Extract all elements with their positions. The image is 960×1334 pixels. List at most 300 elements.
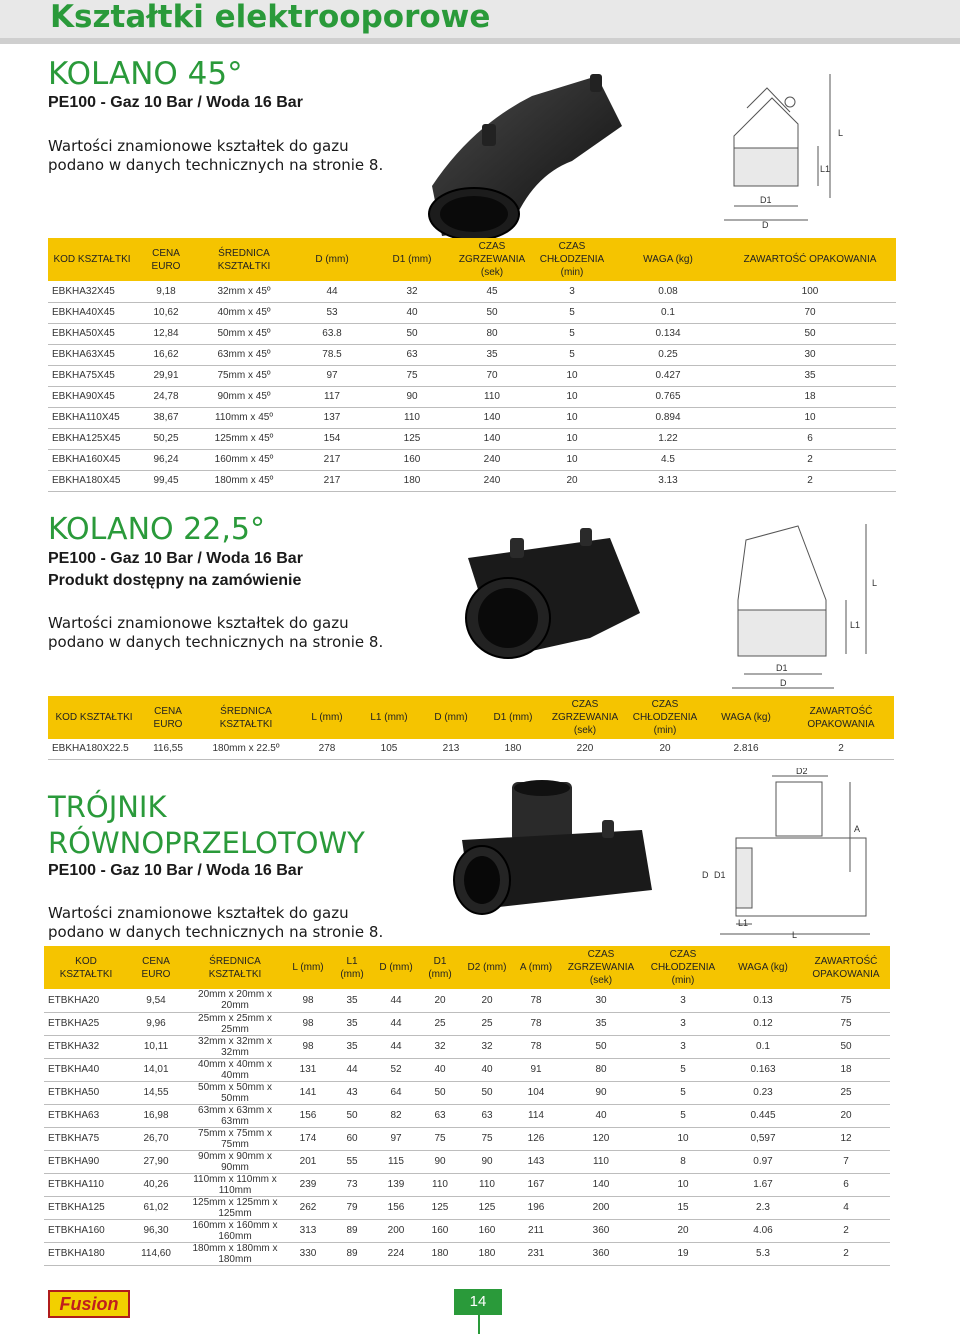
table-cell: 24,78 (136, 386, 196, 407)
col-header: L1 (mm) (358, 696, 420, 739)
table-cell: 239 (286, 1173, 330, 1196)
col-header: ŚREDNICA KSZTAŁTKI (184, 946, 286, 989)
table-cell: 174 (286, 1127, 330, 1150)
table-cell: 78 (512, 1012, 560, 1035)
table-row (48, 281, 896, 302)
table-row (48, 428, 896, 449)
table-cell: 20 (802, 1104, 890, 1127)
table-cell: 196 (512, 1196, 560, 1219)
table-cell: 78 (512, 1035, 560, 1058)
table-cell: 63 (418, 1104, 462, 1127)
table-cell: 52 (374, 1058, 418, 1081)
label-L1: L1 (738, 918, 749, 928)
table-cell: 75 (462, 1127, 512, 1150)
table-cell: 160mm x 160mm x 160mm (184, 1219, 286, 1242)
table-cell: 10 (532, 428, 612, 449)
table-cell: 10,62 (136, 302, 196, 323)
table-cell: EBKHA63X45 (48, 344, 136, 365)
table-cell: 0.1 (612, 302, 724, 323)
table-cell: 330 (286, 1242, 330, 1265)
table-cell: 50 (452, 302, 532, 323)
elbow-45-photo (412, 66, 642, 244)
col-header: D2 (mm) (462, 946, 512, 989)
kolano45-table (48, 238, 896, 492)
table-cell: 100 (724, 281, 896, 302)
table-row (48, 386, 896, 407)
table-cell: 40 (418, 1058, 462, 1081)
table-cell: 96,24 (136, 449, 196, 470)
col-header: D (mm) (292, 238, 372, 281)
table-cell: 156 (286, 1104, 330, 1127)
table-cell: 3.13 (612, 470, 724, 491)
kolano22-note (48, 614, 383, 652)
table-cell: 20 (462, 989, 512, 1012)
table-row (48, 449, 896, 470)
col-header: L1 (mm) (330, 946, 374, 989)
trojnik-note (48, 904, 383, 942)
table-cell: 0.1 (724, 1035, 802, 1058)
table-cell: 180mm x 45º (196, 470, 292, 491)
page-number: 14 (454, 1289, 502, 1315)
trojnik-title-line1: TRÓJNIK (48, 790, 167, 824)
table-row (48, 739, 894, 759)
table-cell: 10 (642, 1173, 724, 1196)
col-header: CZAS ZGRZEWANIA (sek) (452, 238, 532, 281)
table-cell: 6 (802, 1173, 890, 1196)
table-cell: 7 (802, 1150, 890, 1173)
kolano22-note-line2: podano w danych technicznych na stronie 8. (48, 633, 384, 651)
table-cell: 80 (560, 1058, 642, 1081)
table-row (48, 407, 896, 428)
table-cell: EBKHA50X45 (48, 323, 136, 344)
table-cell: EBKHA75X45 (48, 365, 136, 386)
table-cell: 50,25 (136, 428, 196, 449)
table-cell: 5 (532, 323, 612, 344)
table-cell: ETBKHA25 (44, 1012, 128, 1035)
table-cell: 63 (462, 1104, 512, 1127)
table-cell: 50 (372, 323, 452, 344)
table-cell: 75mm x 75mm x 75mm (184, 1127, 286, 1150)
table-cell: 25 (418, 1012, 462, 1035)
table-cell: 0.134 (612, 323, 724, 344)
table-row (48, 302, 896, 323)
table-cell: ETBKHA125 (44, 1196, 128, 1219)
table-cell: 140 (452, 407, 532, 428)
table-cell: 50 (418, 1081, 462, 1104)
table-header-row (48, 696, 894, 739)
table-cell: 360 (560, 1219, 642, 1242)
table-cell: 44 (330, 1058, 374, 1081)
table-cell: 27,90 (128, 1150, 184, 1173)
col-header: D (mm) (420, 696, 482, 739)
table-cell: 1.22 (612, 428, 724, 449)
table-cell: 10 (532, 407, 612, 428)
table-cell: 2 (788, 739, 894, 759)
table-cell: 10 (724, 407, 896, 428)
kolano45-note-line2: podano w danych technicznych na stronie 8. (48, 156, 384, 174)
table-cell: 211 (512, 1219, 560, 1242)
table-row (44, 1081, 890, 1104)
col-header: WAGA (kg) (724, 946, 802, 989)
table-cell: EBKHA180X22.5 (48, 739, 140, 759)
table-cell: 156 (374, 1196, 418, 1219)
table-cell: 5 (532, 302, 612, 323)
table-cell: 55 (330, 1150, 374, 1173)
table-row (44, 1058, 890, 1081)
table-cell: 75 (418, 1127, 462, 1150)
table-cell: 213 (420, 739, 482, 759)
table-cell: 63.8 (292, 323, 372, 344)
elbow-22-drawing (726, 514, 886, 690)
table-row (44, 1127, 890, 1150)
table-cell: 98 (286, 1035, 330, 1058)
kolano22-availability: Produkt dostępny na zamówienie (48, 572, 302, 589)
table-cell: 25mm x 25mm x 25mm (184, 1012, 286, 1035)
table-cell: 160 (418, 1219, 462, 1242)
table-row (44, 1219, 890, 1242)
table-cell: 3 (642, 1035, 724, 1058)
table-cell: 32mm x 45º (196, 281, 292, 302)
table-cell: 80 (452, 323, 532, 344)
table-cell: 2 (724, 449, 896, 470)
col-header: CENA EURO (128, 946, 184, 989)
table-cell: 9,18 (136, 281, 196, 302)
table-cell: 3 (532, 281, 612, 302)
table-cell: 61,02 (128, 1196, 184, 1219)
table-cell: 29,91 (136, 365, 196, 386)
table-cell: 73 (330, 1173, 374, 1196)
table-cell: 14,55 (128, 1081, 184, 1104)
col-header: ZAWARTOŚĆ OPAKOWANIA (802, 946, 890, 989)
col-header: CZAS CHŁODZENIA (min) (532, 238, 612, 281)
table-cell: 35 (560, 1012, 642, 1035)
kolano45-note (48, 137, 383, 175)
table-cell: 50 (330, 1104, 374, 1127)
label-A: A (854, 824, 861, 834)
table-cell: 180 (482, 739, 544, 759)
table-cell: 90 (372, 386, 452, 407)
table-cell: 35 (452, 344, 532, 365)
table-row (44, 1173, 890, 1196)
table-cell: 10,11 (128, 1035, 184, 1058)
table-cell: 110 (372, 407, 452, 428)
col-header: CZAS CHŁODZENIA (min) (642, 946, 724, 989)
table-cell: 0.13 (724, 989, 802, 1012)
label-L: L (838, 128, 844, 138)
table-cell: 110 (418, 1173, 462, 1196)
table-cell: 30 (560, 989, 642, 1012)
elbow-22-photo (440, 518, 650, 676)
col-header: ZAWARTOŚĆ OPAKOWANIA (724, 238, 896, 281)
table-cell: 125 (372, 428, 452, 449)
table-cell: 14,01 (128, 1058, 184, 1081)
table-cell: 25 (462, 1012, 512, 1035)
col-header: KOD KSZTAŁTKI (48, 238, 136, 281)
table-cell: 78 (512, 989, 560, 1012)
table-cell: 10 (642, 1127, 724, 1150)
table-cell: 0.427 (612, 365, 724, 386)
table-cell: 16,98 (128, 1104, 184, 1127)
table-cell: 262 (286, 1196, 330, 1219)
table-cell: 143 (512, 1150, 560, 1173)
table-cell: 110 (560, 1150, 642, 1173)
table-cell: 3 (642, 1012, 724, 1035)
col-header: KOD KSZTAŁTKI (48, 696, 140, 739)
table-cell: 40mm x 45º (196, 302, 292, 323)
label-D2: D2 (796, 768, 808, 776)
table-cell: 200 (374, 1219, 418, 1242)
table-cell: 44 (374, 989, 418, 1012)
table-cell: 0.97 (724, 1150, 802, 1173)
table-row (44, 989, 890, 1012)
table-cell: 5 (642, 1104, 724, 1127)
table-cell: 0.765 (612, 386, 724, 407)
table-cell: 50 (560, 1035, 642, 1058)
table-cell: 0.445 (724, 1104, 802, 1127)
table-cell: 240 (452, 470, 532, 491)
trojnik-note-line1: Wartości znamionowe kształtek do gazu (48, 904, 349, 922)
table-cell: 90 (418, 1150, 462, 1173)
label-L1: L1 (820, 164, 831, 174)
table-cell: ETBKHA63 (44, 1104, 128, 1127)
table-cell: 131 (286, 1058, 330, 1081)
table-cell: 96,30 (128, 1219, 184, 1242)
table-cell: 26,70 (128, 1127, 184, 1150)
table-cell: 63 (372, 344, 452, 365)
table-cell: 10 (532, 449, 612, 470)
col-header: CZAS ZGRZEWANIA (sek) (560, 946, 642, 989)
table-cell: 30 (724, 344, 896, 365)
table-cell: 125mm x 125mm x 125mm (184, 1196, 286, 1219)
table-cell: EBKHA180X45 (48, 470, 136, 491)
table-cell: 98 (286, 1012, 330, 1035)
table-cell: 97 (292, 365, 372, 386)
table-cell: ETBKHA90 (44, 1150, 128, 1173)
table-cell: 110 (462, 1173, 512, 1196)
table-cell: 10 (532, 365, 612, 386)
table-cell: 90mm x 90mm x 90mm (184, 1150, 286, 1173)
table-row (44, 1196, 890, 1219)
table-cell: 110mm x 45º (196, 407, 292, 428)
table-cell: 140 (452, 428, 532, 449)
header-stripe (0, 38, 960, 44)
table-cell: 240 (452, 449, 532, 470)
table-cell: 180mm x 22.5º (196, 739, 296, 759)
table-cell: 40 (462, 1058, 512, 1081)
table-cell: 2.816 (704, 739, 788, 759)
label-D: D (780, 678, 787, 688)
col-header: CZAS CHŁODZENIA (min) (626, 696, 704, 739)
table-cell: 231 (512, 1242, 560, 1265)
kolano22-title: KOLANO 22,5° (48, 512, 265, 547)
table-cell: 75 (802, 1012, 890, 1035)
table-cell: ETBKHA180 (44, 1242, 128, 1265)
label-L1: L1 (850, 620, 861, 630)
col-header: WAGA (kg) (612, 238, 724, 281)
table-cell: 50 (462, 1081, 512, 1104)
table-cell: 15 (642, 1196, 724, 1219)
table-cell: 200 (560, 1196, 642, 1219)
table-cell: 40 (560, 1104, 642, 1127)
label-L: L (872, 578, 878, 588)
table-cell: 104 (512, 1081, 560, 1104)
table-cell: 20 (642, 1219, 724, 1242)
table-cell: 20 (418, 989, 462, 1012)
kolano22-table (48, 696, 894, 760)
table-cell: 8 (642, 1150, 724, 1173)
table-cell: 115 (374, 1150, 418, 1173)
table-cell: 40,26 (128, 1173, 184, 1196)
table-cell: 125 (462, 1196, 512, 1219)
table-cell: 16,62 (136, 344, 196, 365)
table-cell: 105 (358, 739, 420, 759)
table-cell: 75 (802, 989, 890, 1012)
col-header: KOD KSZTAŁTKI (44, 946, 128, 989)
table-cell: ETBKHA75 (44, 1127, 128, 1150)
table-cell: 12,84 (136, 323, 196, 344)
table-cell: 18 (724, 386, 896, 407)
table-cell: 0.08 (612, 281, 724, 302)
table-cell: 217 (292, 470, 372, 491)
table-cell: 154 (292, 428, 372, 449)
table-cell: 10 (532, 386, 612, 407)
table-cell: 20 (532, 470, 612, 491)
table-cell: EBKHA90X45 (48, 386, 136, 407)
table-cell: 160mm x 45º (196, 449, 292, 470)
table-cell: 160 (372, 449, 452, 470)
table-cell: 75 (372, 365, 452, 386)
label-L: L (792, 930, 798, 938)
table-cell: EBKHA160X45 (48, 449, 136, 470)
table-cell: 110mm x 110mm x 110mm (184, 1173, 286, 1196)
elbow-45-drawing (712, 68, 862, 230)
table-cell: 44 (292, 281, 372, 302)
table-cell: 75mm x 45º (196, 365, 292, 386)
table-row (44, 1104, 890, 1127)
table-cell: 53 (292, 302, 372, 323)
kolano45-title: KOLANO 45° (48, 56, 243, 92)
table-cell: EBKHA110X45 (48, 407, 136, 428)
col-header: ŚREDNICA KSZTAŁTKI (196, 696, 296, 739)
table-cell: ETBKHA20 (44, 989, 128, 1012)
table-cell: 82 (374, 1104, 418, 1127)
table-cell: 40mm x 40mm x 40mm (184, 1058, 286, 1081)
table-row (44, 1012, 890, 1035)
table-cell: 3 (642, 989, 724, 1012)
table-cell: 2 (724, 470, 896, 491)
table-cell: 32mm x 32mm x 32mm (184, 1035, 286, 1058)
table-cell: 35 (330, 1012, 374, 1035)
col-header: D (mm) (374, 946, 418, 989)
table-cell: ETBKHA160 (44, 1219, 128, 1242)
kolano22-subtitle: PE100 - Gaz 10 Bar / Woda 16 Bar (48, 550, 303, 567)
table-cell: 98 (286, 989, 330, 1012)
table-cell: 2.3 (724, 1196, 802, 1219)
table-cell: 125 (418, 1196, 462, 1219)
trojnik-title-line2: RÓWNOPRZELOTOWY (48, 826, 365, 860)
table-cell: 224 (374, 1242, 418, 1265)
col-header: ŚREDNICA KSZTAŁTKI (196, 238, 292, 281)
table-cell: 201 (286, 1150, 330, 1173)
table-cell: 313 (286, 1219, 330, 1242)
table-row (44, 1035, 890, 1058)
table-cell: 2 (802, 1219, 890, 1242)
table-header-row (44, 946, 890, 989)
table-cell: 1.67 (724, 1173, 802, 1196)
kolano45-subtitle: PE100 - Gaz 10 Bar / Woda 16 Bar (48, 94, 303, 111)
table-cell: 180 (418, 1242, 462, 1265)
table-cell: 0.23 (724, 1081, 802, 1104)
table-row (48, 323, 896, 344)
table-cell: 91 (512, 1058, 560, 1081)
table-cell: 32 (418, 1035, 462, 1058)
trojnik-note-line2: podano w danych technicznych na stronie 8. (48, 923, 384, 941)
table-cell: 64 (374, 1081, 418, 1104)
col-header: CENA EURO (140, 696, 196, 739)
table-header-row (48, 238, 896, 281)
table-cell: ETBKHA110 (44, 1173, 128, 1196)
table-cell: 40 (372, 302, 452, 323)
kolano22-note-line1: Wartości znamionowe kształtek do gazu (48, 614, 349, 632)
table-cell: 9,96 (128, 1012, 184, 1035)
table-cell: 141 (286, 1081, 330, 1104)
table-cell: 20 (626, 739, 704, 759)
table-cell: 140 (560, 1173, 642, 1196)
table-cell: 0,597 (724, 1127, 802, 1150)
table-cell: 5 (532, 344, 612, 365)
table-cell: 0.894 (612, 407, 724, 428)
table-cell: 0.25 (612, 344, 724, 365)
col-header: ZAWARTOŚĆ OPAKOWANIA (788, 696, 894, 739)
page-title: Kształtki elektrooporowe (50, 0, 491, 35)
table-cell: 32 (372, 281, 452, 302)
table-cell: EBKHA125X45 (48, 428, 136, 449)
table-cell: 137 (292, 407, 372, 428)
table-cell: 50 (802, 1035, 890, 1058)
table-cell: 2 (802, 1242, 890, 1265)
table-cell: 79 (330, 1196, 374, 1219)
page-header (0, 0, 960, 44)
label-D1: D1 (760, 195, 772, 205)
table-cell: 90 (560, 1081, 642, 1104)
table-cell: 50mm x 45º (196, 323, 292, 344)
table-cell: 180 (462, 1242, 512, 1265)
table-cell: ETBKHA50 (44, 1081, 128, 1104)
table-row (48, 365, 896, 386)
table-cell: 12 (802, 1127, 890, 1150)
col-header: D1 (mm) (418, 946, 462, 989)
table-cell: 78.5 (292, 344, 372, 365)
table-cell: 114,60 (128, 1242, 184, 1265)
label-D: D (762, 220, 769, 230)
table-cell: 116,55 (140, 739, 196, 759)
table-cell: 97 (374, 1127, 418, 1150)
table-cell: 278 (296, 739, 358, 759)
table-cell: 32 (462, 1035, 512, 1058)
table-cell: 160 (462, 1219, 512, 1242)
table-cell: 5 (642, 1081, 724, 1104)
table-row (44, 1242, 890, 1265)
tee-drawing (700, 768, 870, 938)
table-cell: 110 (452, 386, 532, 407)
page-number-line (478, 1315, 480, 1334)
label-D: D (702, 870, 709, 880)
table-cell: 18 (802, 1058, 890, 1081)
table-cell: 50mm x 50mm x 50mm (184, 1081, 286, 1104)
col-header: A (mm) (512, 946, 560, 989)
table-cell: 35 (330, 1035, 374, 1058)
table-cell: 125mm x 45º (196, 428, 292, 449)
